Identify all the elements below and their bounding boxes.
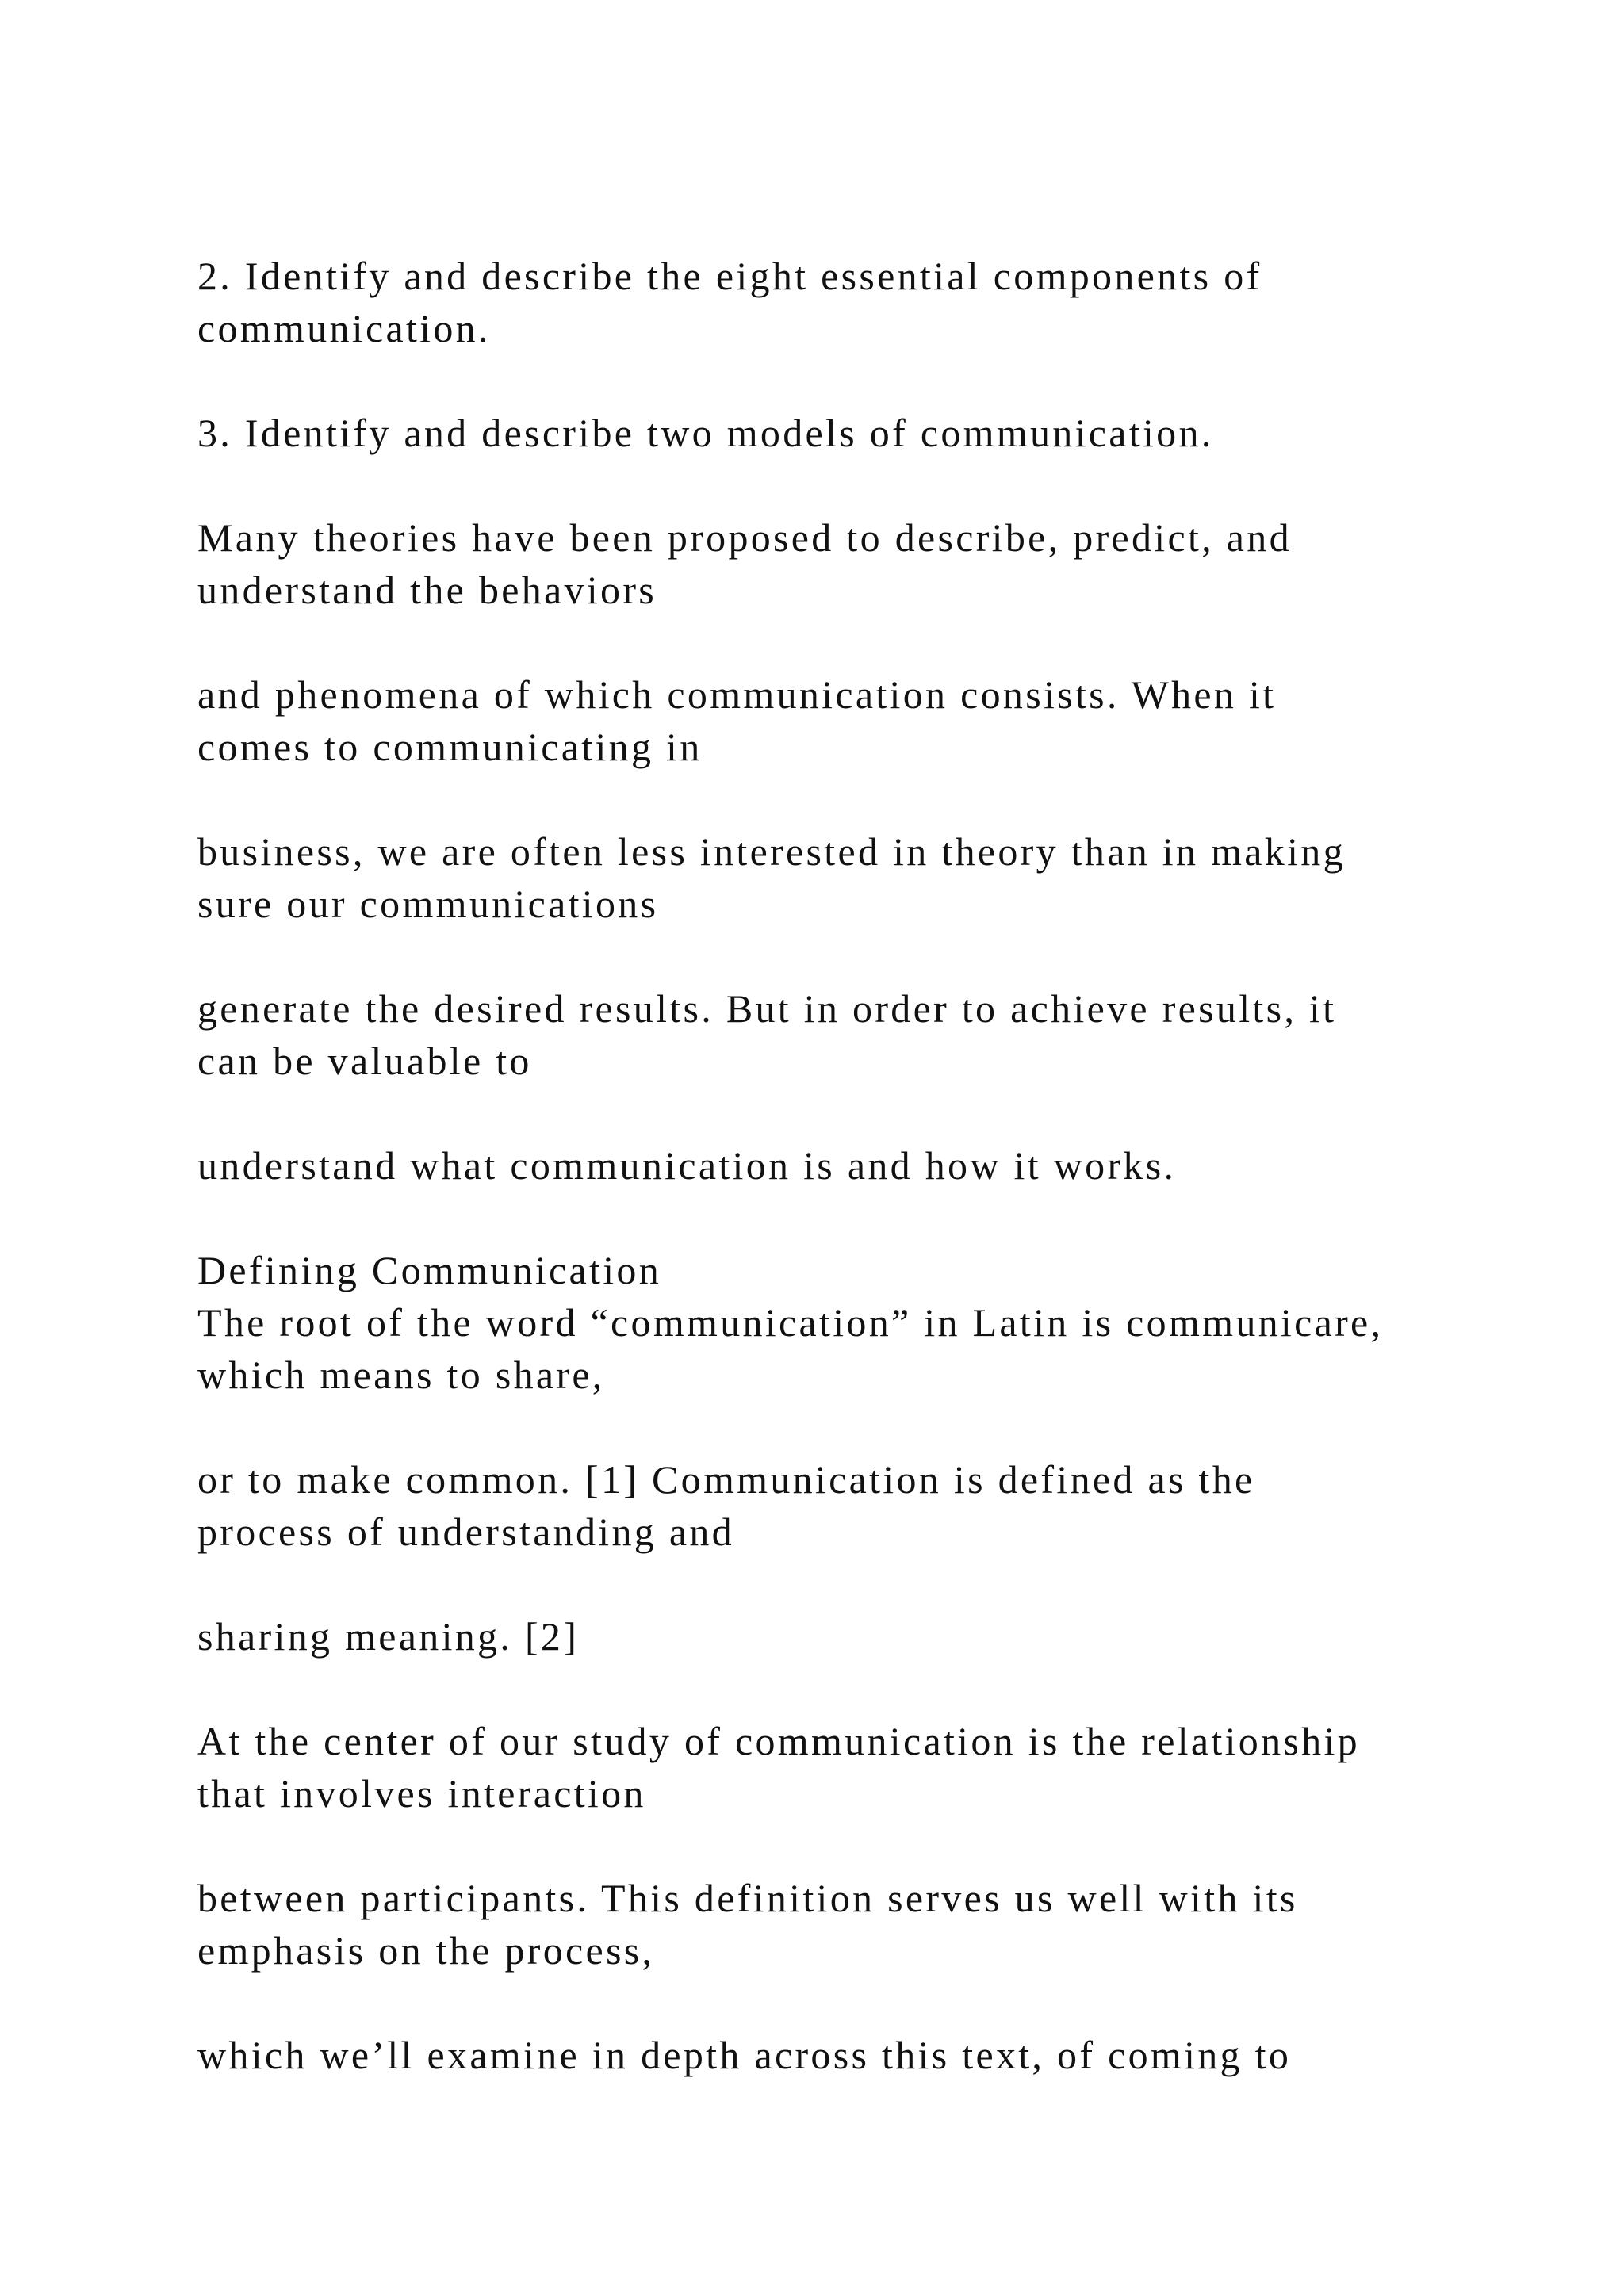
text-line: or to make common. [1] Communication is defined as the bbox=[197, 1457, 1255, 1502]
text-line: comes to communicating in bbox=[197, 725, 703, 769]
text-line: emphasis on the process, bbox=[197, 1928, 655, 1973]
text-line: between participants. This definition serves us well with its bbox=[197, 1876, 1298, 1920]
text-line: understand what communication is and how it works. bbox=[197, 1143, 1177, 1188]
text-line: can be valuable to bbox=[197, 1039, 532, 1083]
text-line: At the center of our study of communication is the relationship bbox=[197, 1719, 1360, 1763]
text-line: The root of the word “communication” in Latin is communicare, bbox=[197, 1300, 1384, 1345]
section-heading: Defining Communication bbox=[197, 1248, 662, 1292]
text-line: which means to share, bbox=[197, 1353, 605, 1397]
text-line: sure our communications bbox=[197, 882, 659, 926]
text-line: communication. bbox=[197, 306, 491, 350]
text-line: 2. Identify and describe the eight essential components of bbox=[197, 254, 1262, 298]
text-line: Many theories have been proposed to describe, predict, and bbox=[197, 515, 1292, 560]
text-line: which we’ll examine in depth across this text, of coming to bbox=[197, 2033, 1292, 2077]
text-line: process of understanding and bbox=[197, 1510, 734, 1554]
text-line: and phenomena of which communication consists. When it bbox=[197, 672, 1277, 717]
text-line: that involves interaction bbox=[197, 1771, 646, 1816]
text-line: understand the behaviors bbox=[197, 568, 657, 612]
text-line: 3. Identify and describe two models of communication. bbox=[197, 411, 1214, 455]
text-line: generate the desired results. But in order to achieve results, it bbox=[197, 986, 1337, 1031]
text-line: sharing meaning. [2] bbox=[197, 1614, 580, 1659]
text-line: business, we are often less interested in theory than in making bbox=[197, 829, 1346, 874]
